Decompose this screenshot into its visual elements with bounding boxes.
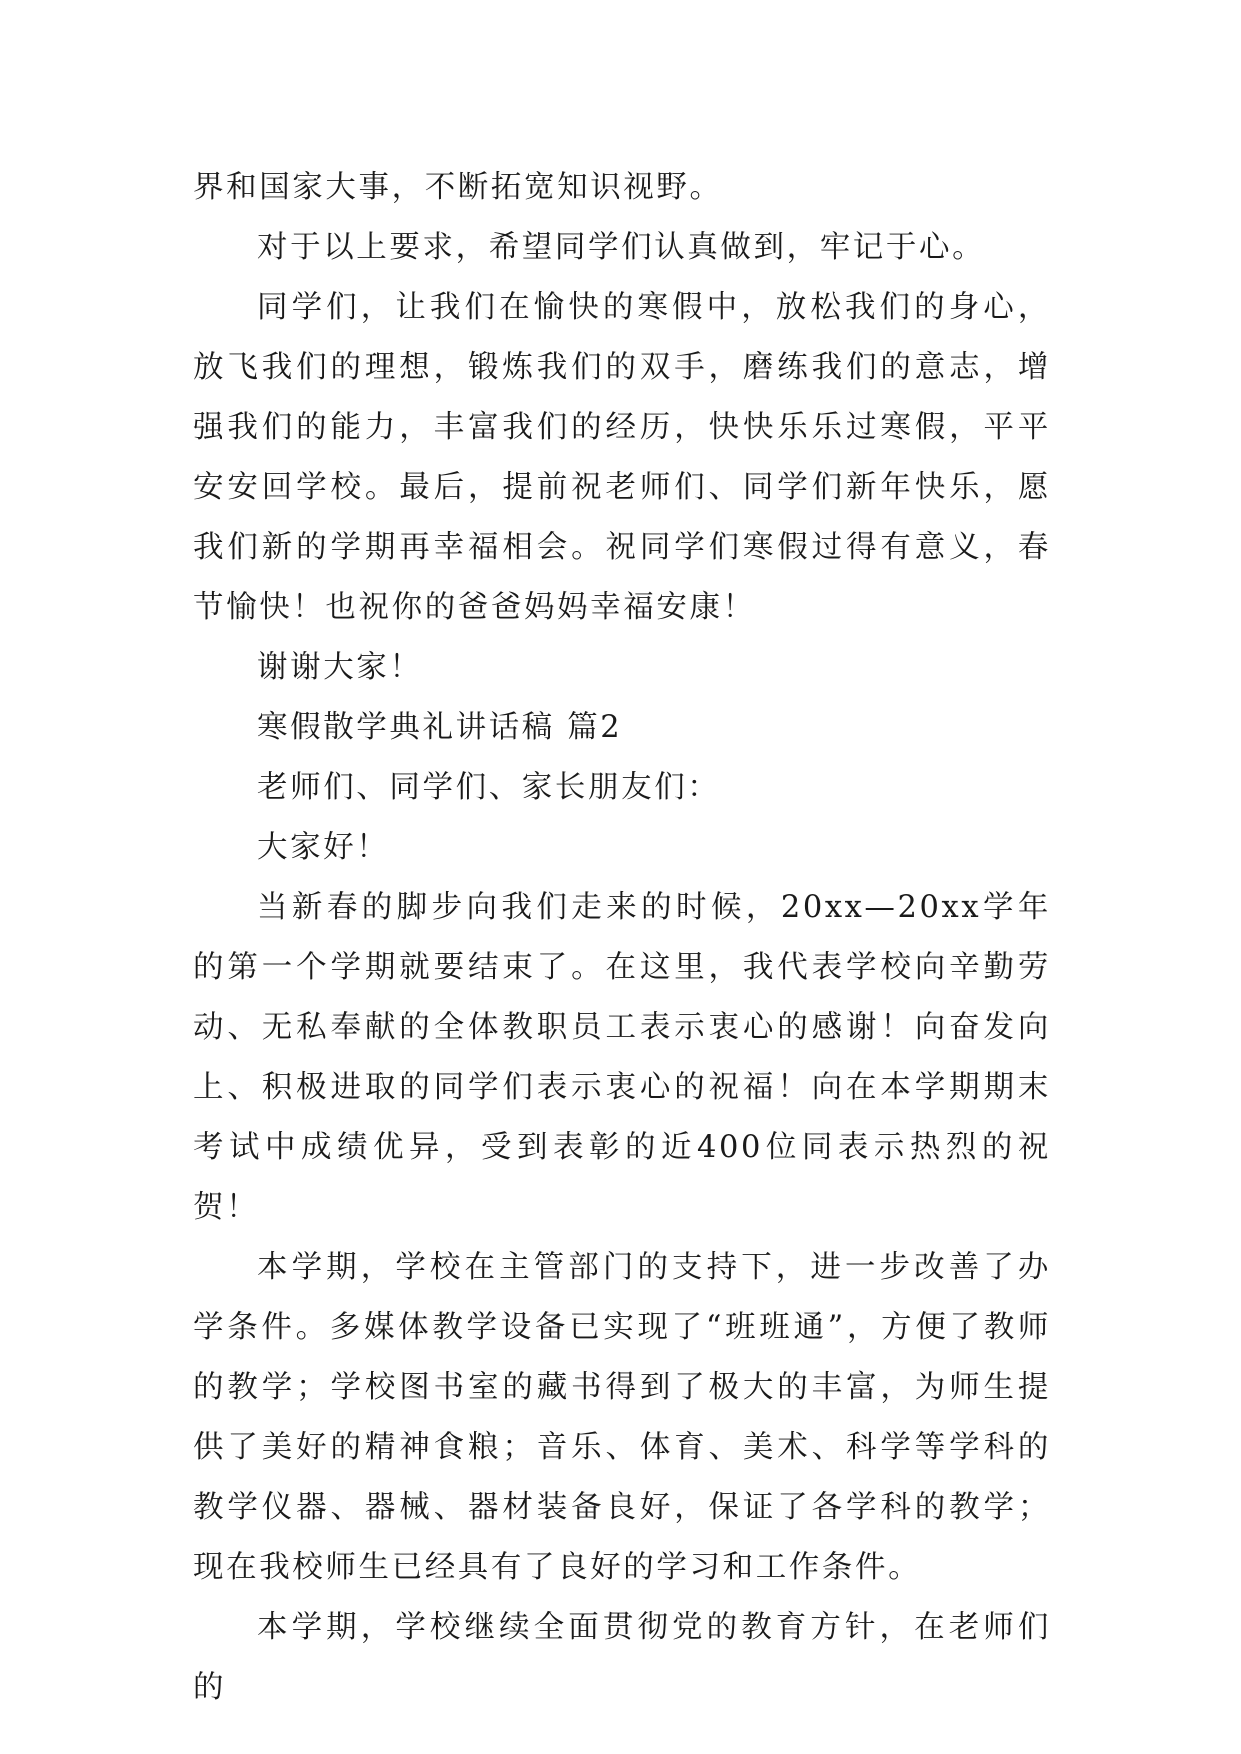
paragraph: 当新春的脚步向我们走来的时候，20xx—20xx学年的第一个学期就要结束了。在这里，我代表学校向辛勤劳动、无私奉献的全体教职员工表示衷心的感谢！向奋发向上、积极进取的同学们表示衷心的祝福！向在本学期期末考试中成绩优异，受到表彰的近400位同表示热烈的祝贺！ <box>193 890 1051 1225</box>
paragraph: 同学们，让我们在愉快的寒假中，放松我们的身心，放飞我们的理想，锻炼我们的双手，磨练我们的意志，增强我们的能力，丰富我们的经历，快快乐乐过寒假，平平安安回学校。最后，提前祝老师们、同学们新年快乐，愿我们新的学期再幸福相会。祝同学们寒假过得有意义，春节愉快！也祝你的爸爸妈妈幸福安康！ <box>193 290 1051 625</box>
paragraph: 对于以上要求，希望同学们认真做到，牢记于心。 <box>257 230 986 265</box>
salutation: 老师们、同学们、家长朋友们： <box>257 770 721 805</box>
paragraph: 界和国家大事，不断拓宽知识视野。 <box>193 170 723 205</box>
section-heading: 寒假散学典礼讲话稿 篇2 <box>257 710 623 745</box>
paragraph: 谢谢大家！ <box>257 650 423 685</box>
paragraph: 本学期，学校继续全面贯彻党的教育方针，在老师们的 <box>193 1610 1051 1705</box>
document-body <box>193 158 1051 1718</box>
greeting: 大家好！ <box>257 830 390 865</box>
paragraph: 本学期，学校在主管部门的支持下，进一步改善了办学条件。多媒体教学设备已实现了“班班通”，方便了教师的教学；学校图书室的藏书得到了极大的丰富，为师生提供了美好的精神食粮；音乐、体育、美术、科学等学科的教学仪器、器械、器材装备良好，保证了各学科的教学；现在我校师生已经具有了良好的学习和工作条件。 <box>193 1250 1051 1585</box>
